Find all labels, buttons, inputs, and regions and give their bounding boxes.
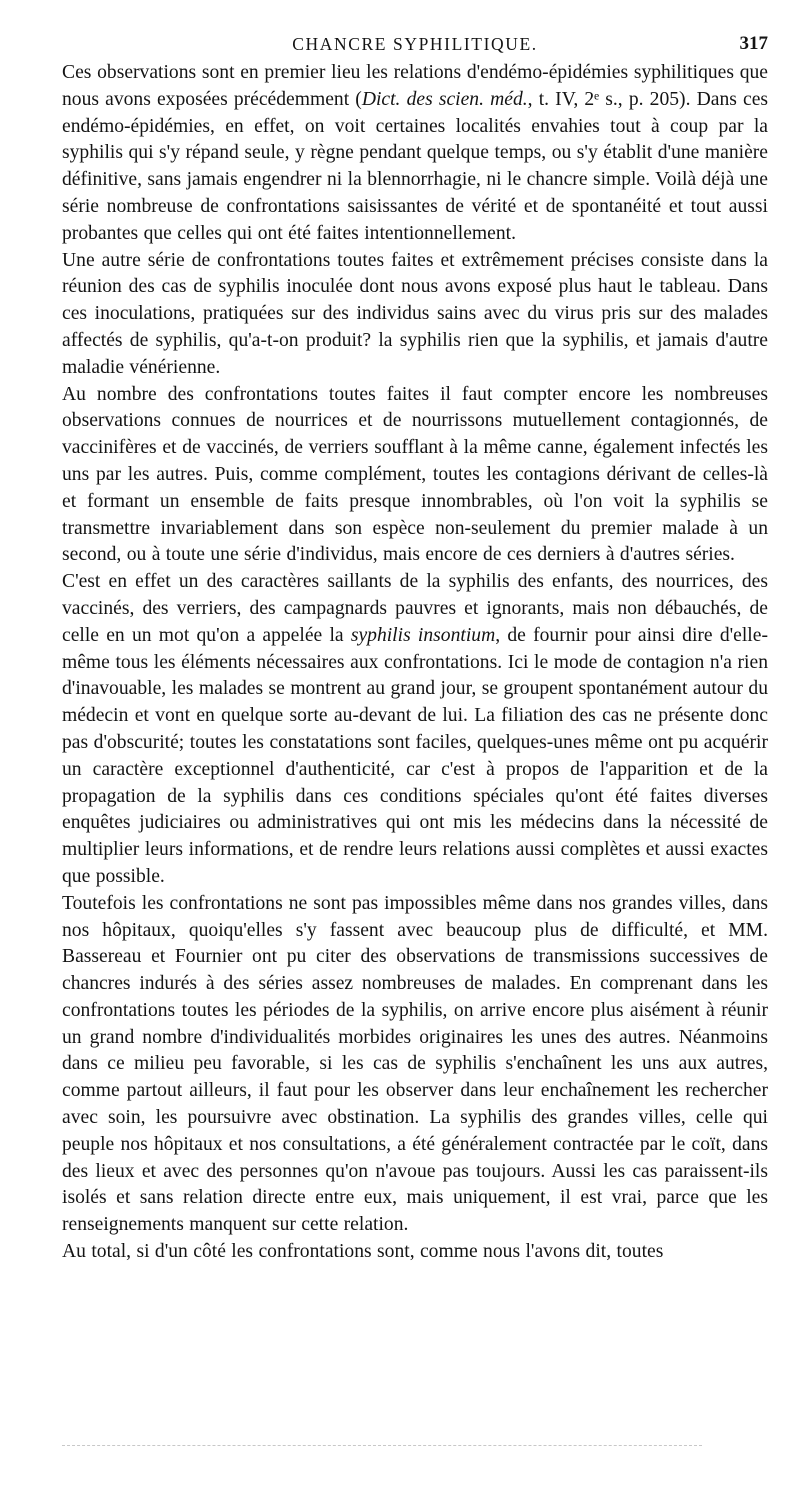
page-number: 317 (739, 33, 768, 54)
paragraph-3 (62, 382, 768, 570)
document-page (62, 30, 768, 1266)
paragraph-1-text-cont: , t. IV, 2ᵉ s., p. 205). Dans ces endémo-épidémies, en effet, on voit certaines localités envahies tout à coup par la syphilis qui s'y répand seule, y règne pendant quelque temps, ou s'y établit d'une manière définitive, sans jamais engendrer ni la blennorrhagie, ni le chancre simple. Voilà déjà une série nombreuse de confrontations saisissantes de vérité et de spontanéité et tout aussi probantes que celles qui ont été faites intentionnellement. (62, 88, 769, 244)
paragraph-1 (62, 60, 768, 248)
paragraph-6-text: Au total, si d'un côté les confrontations sont, comme nous l'avons dit, toutes (62, 1241, 664, 1263)
paragraph-4-text: C'est en effet un des caractères saillants de la syphilis des enfants, des nourrices, des vaccinés, des verriers, des campagnards pauvres et ignorants, mais non débauchés, de celle en un mot qu'on a appelée la (62, 571, 768, 646)
paragraph-5 (62, 891, 768, 1239)
paragraph-5-text: Toutefois les confrontations ne sont pas impossibles même dans nos grandes villes, dans nos hôpitaux, quoiqu'elles s'y fassent avec beaucoup plus de difficulté, et MM. Bassereau et Fournier ont pu citer des observations de transmissions successives de chancres indurés à des séries assez nombreuses de malades. En comprenant dans les confrontations toutes les périodes de la syphilis, on arrive encore plus aisément à réunir un grand nombre d'individualités morbides originaires les unes des autres. Néanmoins dans ce milieu peu favorable, si les cas de syphilis s'enchaînent les uns aux autres, comme partout ailleurs, il faut pour les observer dans leur enchaînement les rechercher avec soin, les poursuivre avec obstination. La syphilis des grandes villes, celle qui peuple nos hôpitaux et nos consultations, a été généralement contractée par le coït, dans des lieux et avec des personnes qu'on n'avoue pas toujours. Aussi les cas paraissent-ils isolés et sans relation directe entre eux, mais uniquement, il est vrai, parce que les renseignements manquent sur cette relation. (62, 892, 768, 1236)
paragraph-4 (62, 569, 768, 891)
paragraph-3-text: Au nombre des confrontations toutes faites il faut compter encore les nombreuses observations connues de nourrices et de nourrissons mutuellement contagionnés, de vaccinifères et de vaccinés, de verriers soufflant à la même canne, également infectés les uns par les autres. Puis, comme complément, toutes les contagions dérivant de celles-là et formant un ensemble de faits presque innombrables, où l'on voit la syphilis se transmettre invariablement dans son espèce non-seulement du premier malade à un second, ou à toute une série d'individus, mais encore de ces derniers à d'autres séries. (62, 383, 768, 566)
paragraph-1-text: Ces observations sont en premier lieu les relations d'endémo-épidémies syphilitiques que nous avons exposées précédemment ( (62, 62, 768, 110)
body-text (62, 60, 768, 1266)
paragraph-4-italic: syphilis insontium (350, 624, 496, 646)
paragraph-1-italic: Dict. des scien. méd. (361, 88, 528, 110)
paragraph-6 (62, 1239, 768, 1266)
paragraph-2-text: Une autre série de confrontations toutes faites et extrêmement précises consiste dans la réunion des cas de syphilis inoculée dont nous avons exposé plus haut le tableau. Dans ces inoculations, pratiquées sur des individus sains avec du virus pris sur des malades affectés de syphilis, qu'a-t-on produit? la syphilis rien que la syphilis, et jamais d'autre maladie vénérienne. (62, 249, 768, 378)
bottom-rule (62, 1445, 702, 1446)
running-title: CHANCRE SYPHILITIQUE. (292, 34, 538, 54)
paragraph-4-text-cont: , de fournir pour ainsi dire d'elle-même tous les éléments nécessaires aux confrontations. Ici le mode de contagion n'a rien d'inavouable, les malades se montrent au grand jour, se groupent spontanément autour du médecin et vont en quelque sorte au-devant de lui. La filiation des cas ne présente donc pas d'obscurité; toutes les constatations sont faciles, quelques-unes même ont pu acquérir un caractère exceptionnel d'authenticité, car c'est à propos de l'apparition et de la propagation de la syphilis dans ces conditions spéciales qu'ont été faites diverses enquêtes judiciaires ou administratives qui ont mis les médecins dans la nécessité de multiplier leurs informations, et de rendre leurs relations aussi complètes et aussi exactes que possible. (62, 624, 768, 887)
paragraph-2 (62, 248, 768, 382)
running-head (62, 30, 768, 58)
